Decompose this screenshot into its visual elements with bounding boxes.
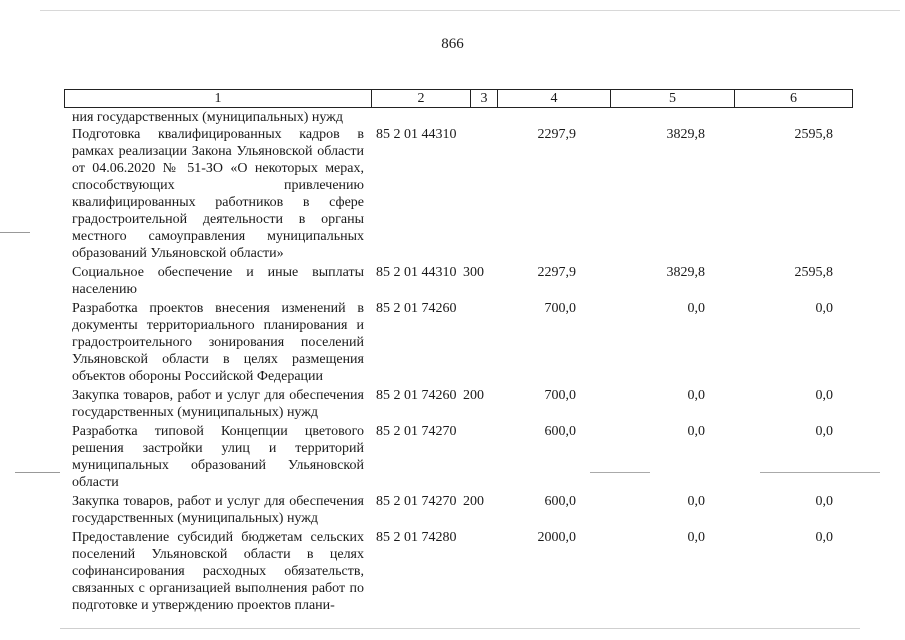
row-value-col4: 2297,9	[537, 127, 576, 142]
row-expense-type	[463, 423, 496, 491]
row-description: Социальное обеспечение и иные выплаты населению	[72, 265, 364, 297]
row-value-col6: 0,0	[815, 301, 833, 316]
row-value-col6: 0,0	[815, 530, 833, 545]
row-description: Предоставление субсидий бюджетам сельских поселений Ульяновской области в целях софинансирования расходных обязательств, связанных с организацией выполнения работ по подготовке и утверждению проектов плани-	[72, 530, 364, 613]
row-value-col4: 2297,9	[537, 265, 576, 280]
scan-artifact	[15, 472, 60, 473]
header-col-4: 4	[498, 90, 611, 107]
row-expense-type	[463, 529, 496, 614]
row-expense-type: 200	[463, 388, 484, 403]
row-value-col4: 600,0	[544, 424, 576, 439]
table-header	[64, 89, 853, 108]
row-expense-type: 300	[463, 265, 484, 280]
table-row	[72, 126, 852, 262]
row-value-col4: 2000,0	[537, 530, 576, 545]
row-code: 85 2 01 74260	[376, 388, 457, 403]
row-value-col5: 0,0	[687, 301, 705, 316]
table-body	[72, 109, 852, 614]
row-value-col6: 2595,8	[794, 127, 833, 142]
scan-artifact	[60, 628, 860, 629]
row-code: 85 2 01 74280	[376, 530, 457, 545]
scan-artifact	[590, 472, 650, 473]
row-expense-type	[463, 126, 496, 262]
row-expense-type: 200	[463, 494, 484, 509]
page-number: 866	[441, 36, 464, 52]
row-value-col5: 0,0	[687, 424, 705, 439]
row-description: Подготовка квалифицированных кадров в рамках реализации Закона Ульяновской области от 04.06.2020 № 51-ЗО «О некоторых мерах, способствующих привлечению квалифицированных работников в сфере градостроительной деятельности в органы местного самоуправления муниципальных образований Ульяновской области»	[72, 127, 364, 261]
row-value-col6: 0,0	[815, 494, 833, 509]
header-col-6: 6	[790, 91, 797, 106]
row-value-col4: 700,0	[544, 388, 576, 403]
row-value-col5: 3829,8	[666, 265, 705, 280]
header-col-5: 5	[611, 90, 735, 107]
row-code: 85 2 01 74270	[376, 494, 457, 509]
row-value-col4: 700,0	[544, 301, 576, 316]
table-row	[72, 423, 852, 491]
table-row	[72, 529, 852, 614]
row-code: 85 2 01 44310	[376, 127, 457, 142]
row-description: Разработка типовой Концепции цветового решения застройки улиц и территорий муниципальных образований Ульяновской области	[72, 424, 364, 490]
scan-artifact	[0, 232, 30, 233]
scan-artifact	[760, 472, 880, 473]
header-col-2: 2	[372, 90, 471, 107]
row-value-col5: 0,0	[687, 530, 705, 545]
table-row	[72, 387, 852, 421]
table-row	[72, 300, 852, 385]
row-description: Закупка товаров, работ и услуг для обеспечения государственных (муниципальных) нужд	[72, 388, 364, 420]
row-value-col6: 0,0	[815, 424, 833, 439]
header-col-1: 1	[65, 90, 372, 107]
row-description: Разработка проектов внесения изменений в документы территориального планирования и градостроительного зонирования поселений Ульяновской области в целях размещения объектов обороны Российской Федерации	[72, 301, 364, 384]
row-value-col5: 0,0	[687, 388, 705, 403]
row-expense-type	[463, 300, 496, 385]
table-row	[72, 493, 852, 527]
row-value-col4: 600,0	[544, 494, 576, 509]
row-code: 85 2 01 74270	[376, 424, 457, 439]
row-description: Закупка товаров, работ и услуг для обеспечения государственных (муниципальных) нужд	[72, 494, 364, 526]
row-value-col6: 0,0	[815, 388, 833, 403]
row-code: 85 2 01 74260	[376, 301, 457, 316]
scan-artifact	[40, 10, 900, 11]
continuation-text: ния государственных (муниципальных) нужд	[72, 110, 343, 125]
row-value-col5: 0,0	[687, 494, 705, 509]
row-value-col5: 3829,8	[666, 127, 705, 142]
header-col-3: 3	[471, 90, 498, 107]
table-row	[72, 264, 852, 298]
row-code: 85 2 01 44310	[376, 265, 457, 280]
row-value-col6: 2595,8	[794, 265, 833, 280]
